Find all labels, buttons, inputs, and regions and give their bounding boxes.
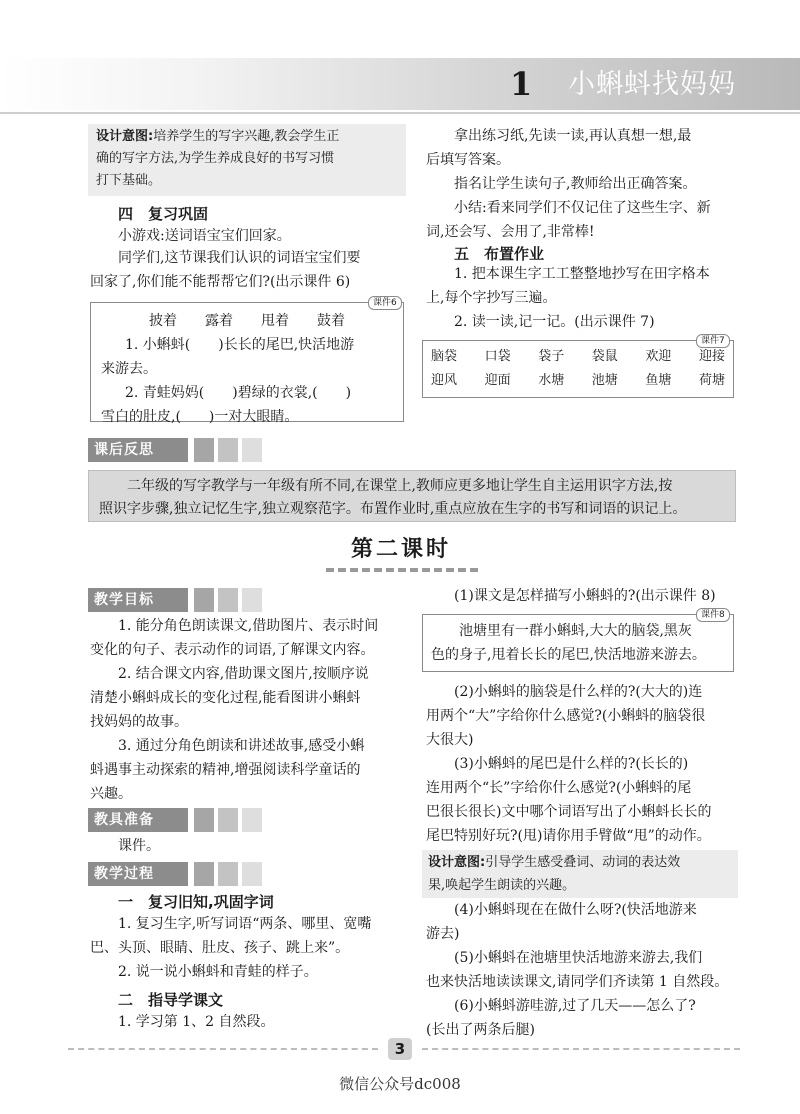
courseware-tag: 课件7 <box>696 334 730 348</box>
footer-rule-left <box>68 1048 378 1050</box>
courseware-8-box <box>422 614 734 672</box>
paragraph-line: 后填写答案。 <box>426 152 510 168</box>
paragraph-line: (长出了两条后腿) <box>426 1022 535 1038</box>
paragraph: 小游戏:送词语宝宝们回家。 <box>118 228 291 244</box>
prep-text: 课件。 <box>118 838 160 854</box>
paragraph-line: (6)小蝌蚪游哇游,过了几天——怎么了? <box>454 998 696 1014</box>
paragraph <box>90 912 408 984</box>
process-label: 教学过程 <box>88 862 188 886</box>
paragraph-line: 上,每个字抄写三遍。 <box>426 290 557 306</box>
decor-square <box>218 808 238 832</box>
decor-square <box>194 808 214 832</box>
word-item: 袋鼠 <box>591 349 618 364</box>
section-heading: 一 复习旧知,巩固字词 <box>118 893 274 911</box>
paragraph-line: 3. 通过分角色朗读和讲述故事,感受小蝌 <box>118 738 365 754</box>
paragraph-line: 1. 能分角色朗读课文,借助图片、表示时间 <box>118 618 379 634</box>
decor-square <box>194 588 214 612</box>
section-heading: 二 指导学课文 <box>118 991 224 1009</box>
paragraph-line: 拿出练习纸,先读一读,再认真想一想,最 <box>454 128 692 144</box>
decor-square <box>218 588 238 612</box>
reflection-box <box>88 470 736 522</box>
paragraph <box>426 124 746 244</box>
courseware-words: 披着 露着 甩着 鼓着 <box>149 313 345 329</box>
paragraph-line: 2. 说一说小蝌蚪和青蛙的样子。 <box>118 964 318 980</box>
reflection-line: 二年级的写字教学与一年级有所不同,在课堂上,教师应更多地让学生自主运用识字方法,按 <box>127 478 673 494</box>
courseware-tag: 课件8 <box>696 608 730 622</box>
goals-text <box>90 614 408 806</box>
paragraph-line: 小结:看来同学们不仅记住了这些生字、新 <box>454 200 711 216</box>
paragraph-line: 大很大) <box>426 732 474 748</box>
paragraph <box>90 246 408 294</box>
paragraph-line: (5)小蝌蚪在池塘里快活地游来游去,我们 <box>454 950 703 966</box>
word-item: 鱼塘 <box>645 373 672 388</box>
questions-block <box>426 680 748 848</box>
paragraph-line: 巴、头顶、眼睛、肚皮、孩子、跳上来”。 <box>90 940 350 956</box>
word-item: 迎面 <box>484 373 511 388</box>
reflection-label: 课后反思 <box>88 438 188 462</box>
decor-square <box>242 808 262 832</box>
word-item: 袋子 <box>538 349 565 364</box>
footer-rule-right <box>422 1048 740 1050</box>
courseware-line: 2. 青蛙妈妈( )碧绿的衣裳,( ) <box>125 385 352 401</box>
paragraph-line: (2)小蝌蚪的脑袋是什么样的?(大大的)连 <box>454 684 703 700</box>
courseware-line: 来游去。 <box>101 361 157 377</box>
design-note-box <box>422 850 738 898</box>
decor-square <box>242 438 262 462</box>
word-item: 欢迎 <box>645 349 672 364</box>
courseware-line: 色的身子,甩着长长的尾巴,快活地游来游去。 <box>431 647 706 663</box>
paragraph-line: (3)小蝌蚪的尾巴是什么样的?(长长的) <box>454 756 689 772</box>
paragraph-line: 2. 结合课文内容,借助课文图片,按顺序说 <box>118 666 369 682</box>
questions-block <box>426 898 748 1042</box>
design-note-line: 培养学生的写字兴趣,教会学生正 <box>153 129 340 144</box>
paragraph-line: 1. 复习生字,听写词语“两条、哪里、宽嘴 <box>118 916 372 932</box>
paragraph: 1. 学习第 1、2 自然段。 <box>118 1014 275 1030</box>
courseware-line: 池塘里有一群小蝌蚪,大大的脑袋,黑灰 <box>459 623 692 639</box>
paragraph-line: 巴很长很长)文中哪个词语写出了小蝌蚪长长的 <box>426 804 712 820</box>
word-item: 脑袋 <box>431 349 458 364</box>
paragraph-line: 游去) <box>426 926 460 942</box>
paragraph-line: (4)小蝌蚪现在在做什么呀?(快活地游来 <box>454 902 697 918</box>
section-heading: 四 复习巩固 <box>118 205 209 223</box>
paragraph-line: 找妈妈的故事。 <box>90 714 188 730</box>
paragraph-line: 尾巴特别好玩?(甩)请你用手臂做“甩”的动作。 <box>426 828 711 844</box>
word-item: 迎接 <box>698 349 725 364</box>
paragraph-line: 1. 把本课生字工工整整地抄写在田字格本 <box>454 266 710 282</box>
courseware-7-box <box>422 340 734 398</box>
section-heading: 五 布置作业 <box>454 245 545 263</box>
paragraph-line: 蚪遇事主动探索的精神,增强阅读科学童话的 <box>90 762 361 778</box>
lesson2-title: 第二课时 <box>350 537 451 562</box>
design-note-line: 果,唤起学生朗读的兴趣。 <box>428 878 576 893</box>
paragraph <box>426 262 746 334</box>
paragraph-line: 变化的句子、表示动作的词语,了解课文内容。 <box>90 642 375 658</box>
goals-label-bar <box>88 588 288 612</box>
word-row <box>431 369 725 393</box>
design-note-box <box>88 124 406 196</box>
lesson-number: 1 <box>510 65 533 103</box>
prep-label-bar <box>88 808 288 832</box>
word-row <box>431 345 725 369</box>
page-number: 3 <box>388 1038 412 1060</box>
decor-square <box>218 438 238 462</box>
paragraph-line: 2. 读一读,记一记。(出示课件 7) <box>454 314 655 330</box>
paragraph-line: 兴趣。 <box>90 786 132 802</box>
word-item: 荷塘 <box>698 373 725 388</box>
word-item: 迎风 <box>431 373 458 388</box>
design-note-line: 确的写字方法,为学生养成良好的书写习惯 <box>96 151 335 166</box>
lesson-title: 小蝌蚪找妈妈 <box>568 69 736 100</box>
paragraph-line: 词,还会写、会用了,非常棒! <box>426 224 595 240</box>
header-separator <box>0 112 800 114</box>
question: (1)课文是怎样描写小蝌蚪的?(出示课件 8) <box>454 588 716 604</box>
paragraph-line: 连用两个“长”字给你什么感觉?(小蝌蚪的尾 <box>426 780 692 796</box>
goals-label: 教学目标 <box>88 588 188 612</box>
reflection-line: 照识字步骤,独立记忆生字,独立观察范字。布置作业时,重点应放在生字的书写和词语的识记上。 <box>99 501 687 517</box>
courseware-line: 雪白的肚皮,( )一对大眼睛。 <box>101 409 299 425</box>
design-note-label: 设计意图: <box>428 855 486 870</box>
decor-square <box>218 862 238 886</box>
process-label-bar <box>88 862 288 886</box>
courseware-6-box <box>90 302 404 425</box>
watermark: 微信公众号dc008 <box>339 1075 461 1093</box>
word-item: 口袋 <box>484 349 511 364</box>
courseware-tag: 课件6 <box>368 296 402 310</box>
decor-square <box>194 862 214 886</box>
decor-square <box>242 862 262 886</box>
design-note-line: 引导学生感受叠词、动词的表达效 <box>485 855 681 870</box>
paragraph-line: 指名让学生读句子,教师给出正确答案。 <box>454 176 697 192</box>
paragraph-line: 也来快活地读读课文,请同学们齐读第 1 自然段。 <box>426 974 729 990</box>
decor-square <box>242 588 262 612</box>
title-dash-decor <box>326 568 478 572</box>
paragraph-line: 回家了,你们能不能帮帮它们?(出示课件 6) <box>90 274 351 290</box>
courseware-line: 1. 小蝌蚪( )长长的尾巴,快活地游 <box>125 337 355 353</box>
paragraph-line: 同学们,这节课我们认识的词语宝宝们要 <box>118 250 361 266</box>
design-note-line: 打下基础。 <box>96 173 162 188</box>
word-item: 池塘 <box>591 373 618 388</box>
prep-label: 教具准备 <box>88 808 188 832</box>
paragraph-line: 用两个“大”字给你什么感觉?(小蝌蚪的脑袋很 <box>426 708 706 724</box>
paragraph-line: 清楚小蝌蚪成长的变化过程,能看图讲小蝌蚪 <box>90 690 361 706</box>
reflection-label-bar <box>88 438 278 462</box>
decor-square <box>194 438 214 462</box>
design-note-label: 设计意图: <box>96 129 154 144</box>
word-item: 水塘 <box>538 373 565 388</box>
